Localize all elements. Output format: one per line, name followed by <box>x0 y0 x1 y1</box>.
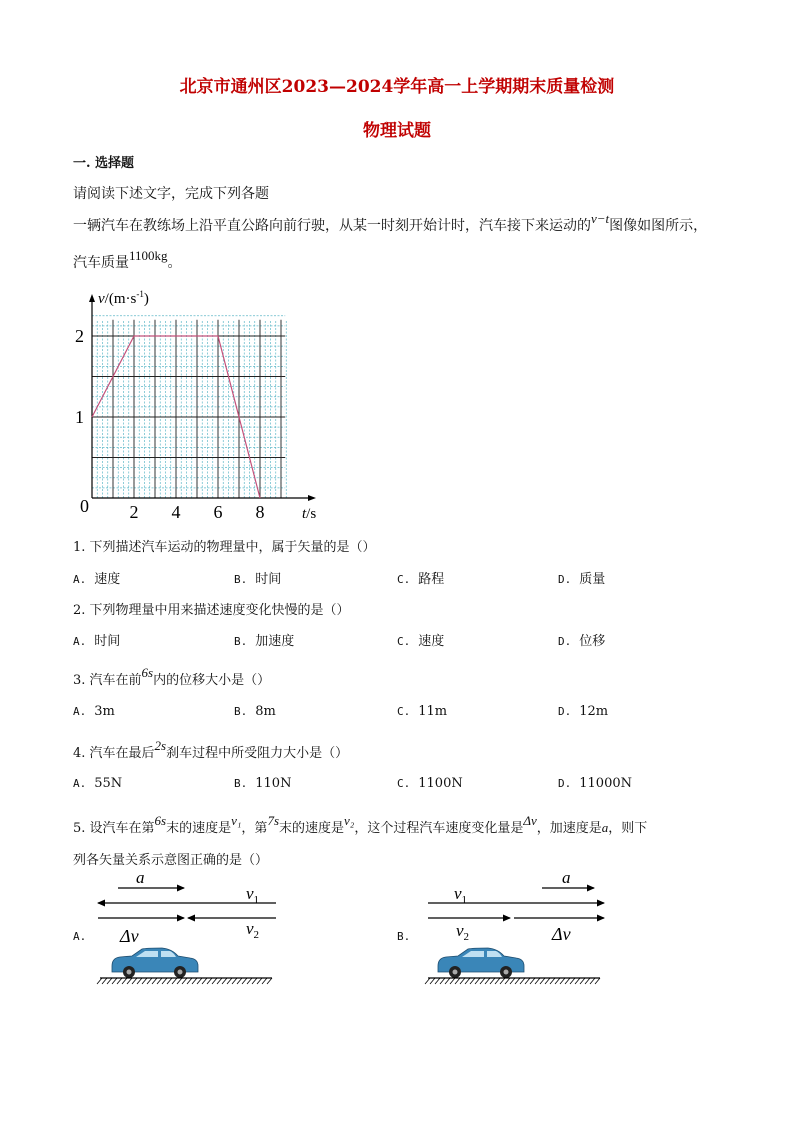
hatch-line <box>217 978 222 984</box>
y-label-close: ) <box>143 291 149 307</box>
hatch-line <box>480 978 485 984</box>
hatch-line <box>232 978 237 984</box>
dv-label: Δv <box>120 926 139 946</box>
q2-stem: 2. 下列物理量中用来描述速度变化快慢的是（） <box>73 603 350 618</box>
option-text: 速度 <box>418 634 445 649</box>
v1-symbol: v <box>246 884 254 903</box>
q5-text-7: ，则下 <box>608 821 648 836</box>
hatch-line <box>247 978 252 984</box>
hatch-line <box>122 978 127 984</box>
option-key: A. <box>73 635 87 648</box>
hatch-line <box>510 978 515 984</box>
y-label-unit: /(m·s <box>104 291 137 307</box>
instruction-text: 请阅读下述文字，完成下列各题 <box>73 186 269 202</box>
option-text: 55N <box>94 776 123 791</box>
q3-option-c[interactable] <box>397 704 447 719</box>
v2-label <box>456 921 469 943</box>
q5-sym-4: v₂ <box>344 813 355 828</box>
v1-label <box>246 884 259 906</box>
hatch-line <box>162 978 167 984</box>
hatch-line <box>565 978 570 984</box>
origin-label: 0 <box>80 496 89 516</box>
q2-option-a[interactable] <box>73 630 120 649</box>
option-text: 8m <box>255 704 276 719</box>
q5-sym-3: 7s <box>267 813 279 828</box>
passage-text-b: 图像如图所示， <box>609 218 708 234</box>
y-label-v: v <box>98 291 105 307</box>
x-axis-arrow <box>308 495 316 501</box>
passage-line-1 <box>73 211 708 235</box>
q5-sym-5: Δv <box>523 813 537 828</box>
q5-sym-1: 6s <box>154 813 167 828</box>
q3-stem <box>73 665 271 688</box>
option-text: 1100N <box>418 776 463 791</box>
page-subtitle: 物理试题 <box>363 121 431 141</box>
hatch-line <box>137 978 142 984</box>
q3-option-a[interactable] <box>73 704 115 719</box>
passage-line-2 <box>73 248 182 272</box>
hatch-line <box>445 978 450 984</box>
hatch-line <box>202 978 207 984</box>
q5-text-4: 末的速度是 <box>279 821 345 836</box>
option-key: A. <box>73 777 87 790</box>
q4-option-a[interactable] <box>73 776 122 791</box>
x-tick-label: 2 <box>129 502 139 522</box>
hatch-line <box>450 978 455 984</box>
hatch-line <box>142 978 147 984</box>
hatch-line <box>107 978 112 984</box>
x-label-unit: /s <box>306 506 317 522</box>
hatch-line <box>227 978 232 984</box>
q2-option-c[interactable] <box>397 630 444 649</box>
v2-sub: 2 <box>463 931 470 943</box>
hatch-line <box>525 978 530 984</box>
hatch-line <box>495 978 500 984</box>
v1-sub: 1 <box>253 894 260 906</box>
car-icon <box>112 948 198 978</box>
v1-label <box>454 884 467 906</box>
v1-sub: 1 <box>461 894 468 906</box>
x-tick-label: 8 <box>255 502 265 522</box>
y-tick-label: 2 <box>75 326 84 346</box>
hatch-line <box>505 978 510 984</box>
option-text: 加速度 <box>255 634 295 649</box>
hatch-line <box>555 978 560 984</box>
q5-sym-2: v₁ <box>231 813 242 828</box>
passage-vt-symbol: v−t <box>591 211 610 226</box>
passage-text-c: 汽车质量 <box>73 255 129 271</box>
hatch-line <box>455 978 460 984</box>
hatch-line <box>167 978 172 984</box>
hatch-line <box>560 978 565 984</box>
option-key: C. <box>397 573 411 586</box>
hatch-line <box>267 978 272 984</box>
hatch-line <box>580 978 585 984</box>
hatch-line <box>435 978 440 984</box>
passage-text-a: 一辆汽车在教练场上沿平直公路向前行驶，从某一时刻开始计时，汽车接下来运动的 <box>73 218 591 234</box>
car-icon <box>438 948 524 978</box>
hatch-line <box>520 978 525 984</box>
option-key: A. <box>73 573 87 586</box>
v2-symbol: v <box>246 919 254 938</box>
option-key: C. <box>397 705 411 718</box>
y-tick-label: 1 <box>75 407 84 427</box>
q5-stem-line-2: 列各矢量关系示意图正确的是（） <box>73 853 269 868</box>
hatch-line <box>182 978 187 984</box>
q5-text-5: ，这个过程汽车速度变化量是 <box>354 821 524 836</box>
hatch-line <box>172 978 177 984</box>
hatch-line <box>127 978 132 984</box>
q5-text-3: ，第 <box>241 821 268 836</box>
ground-hatch <box>425 978 600 984</box>
hatch-line <box>475 978 480 984</box>
hatch-line <box>212 978 217 984</box>
hatch-line <box>152 978 157 984</box>
q4-option-b[interactable] <box>234 776 291 791</box>
option-key: D. <box>558 573 572 586</box>
hatch-line <box>545 978 550 984</box>
q3-symbol: 6s <box>141 665 154 680</box>
hatch-line <box>460 978 465 984</box>
hatch-line <box>515 978 520 984</box>
q5-text-2: 末的速度是 <box>166 821 232 836</box>
option-text: 质量 <box>579 572 606 587</box>
y-label-exp: -1 <box>136 289 144 299</box>
option-text: 速度 <box>94 572 121 587</box>
option-key: D. <box>558 635 572 648</box>
major-grid <box>92 320 285 498</box>
option-key: A. <box>73 930 87 943</box>
hatch-line <box>575 978 580 984</box>
v2-sub: 2 <box>253 929 260 941</box>
hatch-line <box>102 978 107 984</box>
a-label: a <box>562 868 571 887</box>
hatch-line <box>595 978 600 984</box>
q1-option-a[interactable] <box>73 568 120 587</box>
hatch-line <box>112 978 117 984</box>
q5-diagram-a[interactable] <box>88 868 288 993</box>
hatch-line <box>157 978 162 984</box>
hatch-line <box>177 978 182 984</box>
passage-end: 。 <box>167 255 182 271</box>
ground-hatch <box>97 978 272 984</box>
option-key: D. <box>558 705 572 718</box>
hatch-line <box>430 978 435 984</box>
hatch-line <box>197 978 202 984</box>
q2-option-b[interactable] <box>234 630 294 649</box>
hatch-line <box>490 978 495 984</box>
q5-text-6: ，加速度是 <box>536 821 602 836</box>
v2-symbol: v <box>456 921 464 940</box>
option-key: C. <box>397 635 411 648</box>
hatch-line <box>222 978 227 984</box>
hatch-line <box>207 978 212 984</box>
option-key: B. <box>234 777 248 790</box>
q4-text-b: 刹车过程中所受阻力大小是（） <box>166 746 349 761</box>
section-heading: 一. 选择题 <box>73 156 135 171</box>
option-key: B. <box>234 573 248 586</box>
dv-label: Δv <box>552 924 571 944</box>
q4-option-c[interactable] <box>397 776 463 791</box>
hatch-line <box>535 978 540 984</box>
v1-symbol: v <box>454 884 462 903</box>
hatch-line <box>550 978 555 984</box>
option-key: D. <box>558 777 572 790</box>
y-axis-arrow <box>89 294 95 302</box>
q1-option-d[interactable] <box>558 568 605 587</box>
hatch-line <box>470 978 475 984</box>
hatch-line <box>132 978 137 984</box>
hatch-line <box>262 978 267 984</box>
q5-sym-6: a <box>601 820 609 835</box>
hatch-line <box>117 978 122 984</box>
q4-option-d[interactable] <box>558 776 632 791</box>
x-axis-label <box>302 506 316 522</box>
hatch-line <box>237 978 242 984</box>
option-text: 3m <box>94 704 115 719</box>
option-text: 110N <box>255 776 292 791</box>
q3-option-b[interactable] <box>234 704 276 719</box>
hatch-line <box>440 978 445 984</box>
hatch-line <box>500 978 505 984</box>
option-text: 11000N <box>579 776 632 791</box>
vt-graph <box>60 282 340 530</box>
v2-label <box>246 919 259 941</box>
q3-option-d[interactable] <box>558 704 608 719</box>
option-text: 路程 <box>418 572 445 587</box>
q1-stem: 1. 下列描述汽车运动的物理量中，属于矢量的是（） <box>73 540 376 555</box>
hatch-line <box>147 978 152 984</box>
x-tick-label: 4 <box>171 502 181 522</box>
page-title: 北京市通州区2023—2024学年高一上学期期末质量检测 <box>179 77 615 97</box>
option-key: B. <box>234 635 248 648</box>
option-key: B. <box>397 930 411 943</box>
hatch-line <box>425 978 430 984</box>
hatch-line <box>540 978 545 984</box>
option-key: C. <box>397 777 411 790</box>
hatch-line <box>192 978 197 984</box>
q3-text-a: 3. 汽车在前 <box>73 673 142 688</box>
option-text: 11m <box>418 704 448 719</box>
a-label: a <box>136 868 145 887</box>
q4-stem <box>73 738 349 761</box>
option-key: B. <box>234 705 248 718</box>
q1-option-c[interactable] <box>397 568 444 587</box>
q1-option-b[interactable] <box>234 568 281 587</box>
hatch-line <box>252 978 257 984</box>
q2-option-d[interactable] <box>558 630 605 649</box>
hatch-line <box>570 978 575 984</box>
option-text: 位移 <box>579 634 606 649</box>
hatch-line <box>585 978 590 984</box>
hatch-line <box>485 978 490 984</box>
hatch-line <box>530 978 535 984</box>
q5-stem-line-1 <box>73 813 648 836</box>
hatch-line <box>257 978 262 984</box>
option-text: 时间 <box>255 572 282 587</box>
hatch-line <box>187 978 192 984</box>
q4-text-a: 4. 汽车在最后 <box>73 746 155 761</box>
hatch-line <box>97 978 102 984</box>
x-tick-label: 6 <box>213 502 223 522</box>
hatch-line <box>590 978 595 984</box>
passage-mass: 1100kg <box>129 248 168 263</box>
option-key: A. <box>73 705 87 718</box>
y-axis-label <box>98 289 149 307</box>
option-text: 12m <box>579 704 609 719</box>
q4-symbol: 2s <box>154 738 167 753</box>
option-text: 时间 <box>94 634 121 649</box>
minor-grid <box>92 316 286 498</box>
x-label-t: t <box>302 506 307 522</box>
q3-text-b: 内的位移大小是（） <box>153 673 271 688</box>
hatch-line <box>242 978 247 984</box>
q5-text-1: 5. 设汽车在第 <box>73 821 155 836</box>
hatch-line <box>465 978 470 984</box>
q5-diagram-b[interactable] <box>412 868 612 993</box>
